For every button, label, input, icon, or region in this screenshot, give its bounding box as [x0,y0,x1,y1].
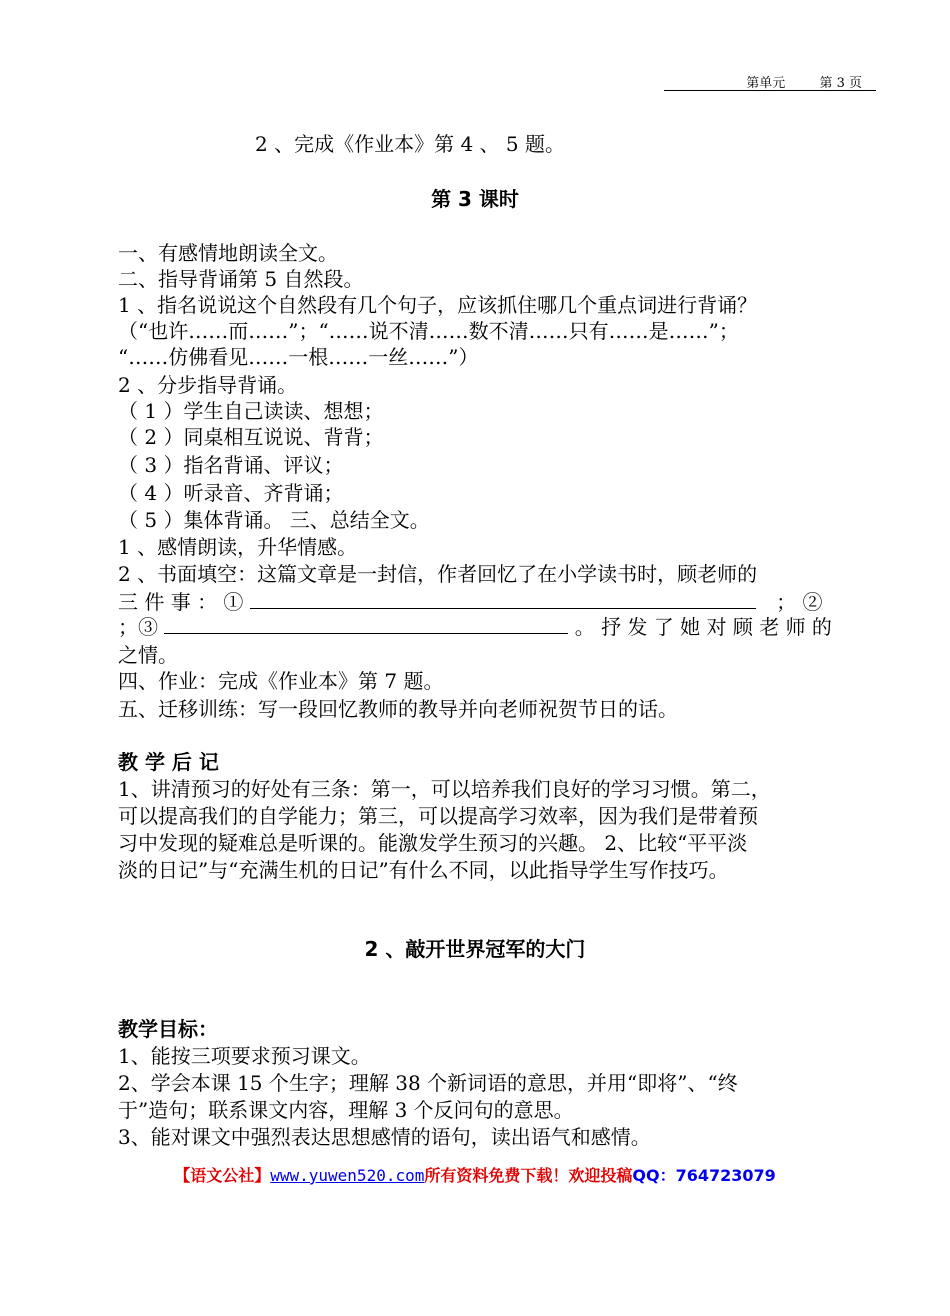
text-line: （ 5 ）集体背诵。 三、总结全文。 [118,508,430,532]
text-line: 五、迁移训练：写一段回忆教师的教导并向老师祝贺节日的话。 [118,697,678,721]
text-line: （ 2 ）同桌相互说说、背背； [118,425,384,449]
fill-blank-lead: 三 件 事 ： ① [118,590,244,614]
header-page-number: 第 3 页 [819,76,862,91]
text-line: （ 1 ）学生自己读读、想想； [118,399,384,423]
footer-qq: QQ：764723079 [632,1166,776,1185]
text-line: （ 3 ）指名背诵、评议； [118,453,344,477]
text-line: 可以提高我们的自学能力；第三，可以提高学习效率，因为我们是带着预 [118,804,758,828]
text-line: “……仿佛看见……一根……一丝……”） [118,345,479,369]
text-line: 2 、分步指导背诵。 [118,373,298,397]
text-line: 2 、完成《作业本》第 4 、 5 题。 [255,132,565,156]
header-unit: 第单元 [746,76,786,91]
text-line: 淡的日记”与“充满生机的日记”有什么不同，以此指导学生写作技巧。 [118,858,729,882]
footer-brand: 【语文公社】 [174,1166,271,1185]
text-line: 1 、指名说说这个自然段有几个句子，应该抓住哪几个重点词进行背诵？ [118,293,758,317]
text-line: 3、能对课文中强烈表达思想感情的语句，读出语气和感情。 [118,1125,651,1149]
text-line: 1 、感情朗读，升华情感。 [118,535,358,559]
text-line: 于”造句；联系课文内容，理解 3 个反问句的意思。 [118,1098,574,1122]
text-line: （ 4 ）听录音、齐背诵； [118,481,344,505]
fill-blank-sep: ； ② [776,590,823,614]
fill-blank-tail: 。 抒 发 了 她 对 顾 老 师 的 [574,615,832,639]
text-line: 一、有感情地朗读全文。 [118,241,338,265]
fill-blank-line-2 [118,614,832,640]
text-line: （“也许……而……”；“……说不清……数不清……只有……是……”； [118,319,739,343]
fill-blank-lead: ；③ [118,615,158,639]
text-line: 习中发现的疑难总是听课的。能激发学生预习的兴趣。 2、比较“平平淡 [118,831,748,855]
section-title-notes: 教 学 后 记 [118,750,219,774]
text-line: 四、作业：完成《作业本》第 7 题。 [118,669,444,693]
fill-blank-line-1 [118,589,823,615]
section-title-lesson3: 第 3 课时 [431,187,519,211]
text-line: 1、能按三项要求预习课文。 [118,1044,371,1068]
text-line: 二、指导背诵第 5 自然段。 [118,267,364,291]
lesson-title: 2 、敲开世界冠军的大门 [364,937,586,961]
text-line: 2 、书面填空：这篇文章是一封信，作者回忆了在小学读书时，顾老师的 [118,562,758,586]
text-line: 之情。 [118,643,178,667]
fill-blank-2 [164,615,568,634]
footer-text: 所有资料免费下载！欢迎投稿 [424,1166,633,1185]
page-footer [0,1163,950,1186]
section-title-goals: 教学目标： [118,1017,218,1041]
footer-website-link[interactable]: www.yuwen520.com [270,1166,425,1185]
page-header [664,72,876,91]
text-line: 1、讲清预习的好处有三条：第一，可以培养我们良好的学习习惯。第二， [118,777,771,801]
text-line: 2、学会本课 15 个生字；理解 38 个新词语的意思，并用“即将”、“终 [118,1071,738,1095]
fill-blank-1 [250,590,756,609]
